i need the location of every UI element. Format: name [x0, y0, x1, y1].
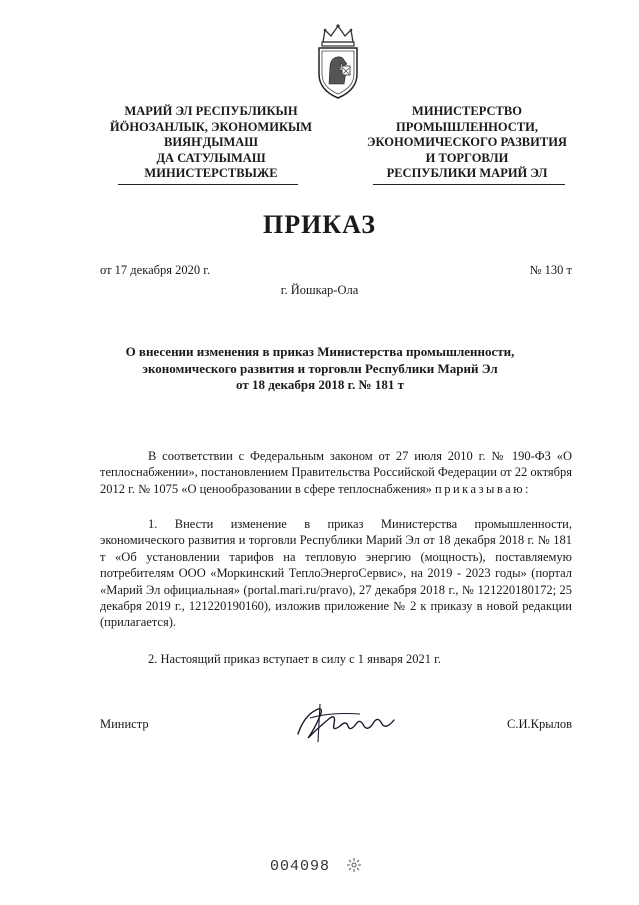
- signer-name: С.И.Крылов: [507, 717, 572, 731]
- header-left-line: ВИЯҤДЫМАШ: [163, 135, 259, 149]
- coat-of-arms-emblem: [313, 22, 363, 100]
- clause-1-paragraph: 1. Внести изменение в приказ Министерства промышленности, экономического развития и торговли Республики Марий Эл от 18 декабря 2018 г. № 181 т «Об установлении тарифов на тепловую энергию (мощность), поставляемую потребителям ООО «Моркинский ТеплоЭнергоСервис», на 2019 - 2023 годы» (портал «Марий Эл официальная» (portal.mari.ru/pravo), 27 декабря 2018 г., № 121220180172; 25 декабря 2019 г., 121220190160), изложив приложение № 2 к приказу в новой редакции (прилагается).: [100, 517, 572, 630]
- order-number: № 130 т: [529, 263, 572, 277]
- document-title: ПРИКАЗ: [262, 210, 377, 239]
- order-verb: приказываю:: [435, 481, 532, 496]
- header-right-underline: [373, 184, 565, 185]
- header-right-ministry-russian: [347, 104, 587, 182]
- form-serial-number: 004098: [270, 858, 331, 875]
- header-right-line: И ТОРГОВЛИ: [425, 150, 509, 165]
- header-right-line: РЕСПУБЛИКИ МАРИЙ ЭЛ: [386, 166, 548, 180]
- header-right-line: ПРОМЫШЛЕННОСТИ,: [396, 119, 538, 134]
- signer-position: Министр: [100, 717, 149, 731]
- header-left-line: ДА САТУЛЫМАШ: [156, 150, 266, 165]
- subject-line: О внесении изменения в приказ Министерства промышленности,: [125, 344, 515, 359]
- header-left-underline: [118, 184, 298, 185]
- preamble-text: В соответствии с Федеральным законом от 27 июля 2010 г. № 190-ФЗ «О теплоснабжении», постановлением Правительства Российской Федерации от 22 октября 2012 г. № 1075 «О ценообразовании в сфере теплоснабжения»: [100, 449, 572, 496]
- order-date: от 17 декабря 2020 г.: [100, 263, 211, 277]
- handwritten-signature: [290, 696, 410, 746]
- subject-line: от 18 декабря 2018 г. № 181 т: [235, 377, 404, 392]
- header-left-ministry-mari: [96, 104, 326, 182]
- clause-2-paragraph: 2. Настоящий приказ вступает в силу с 1 января 2021 г.: [148, 652, 441, 666]
- subject-line: экономического развития и торговли Республики Марий Эл: [142, 360, 498, 376]
- header-left-line: МАРИЙ ЭЛ РЕСПУБЛИКЫН: [124, 104, 298, 118]
- preamble-paragraph: [100, 448, 572, 497]
- order-subject: [90, 344, 550, 394]
- rosette-icon: [346, 857, 362, 873]
- header-right-line: МИНИСТЕРСТВО: [412, 104, 522, 118]
- header-left-line: ЙӦНОЗАНЛЫК, ЭКОНОМИКЫМ: [109, 119, 313, 134]
- order-city: г. Йошкар-Ола: [280, 283, 359, 297]
- header-left-line: МИНИСТЕРСТВЫЖЕ: [144, 166, 278, 180]
- header-right-line: ЭКОНОМИЧЕСКОГО РАЗВИТИЯ: [367, 135, 567, 149]
